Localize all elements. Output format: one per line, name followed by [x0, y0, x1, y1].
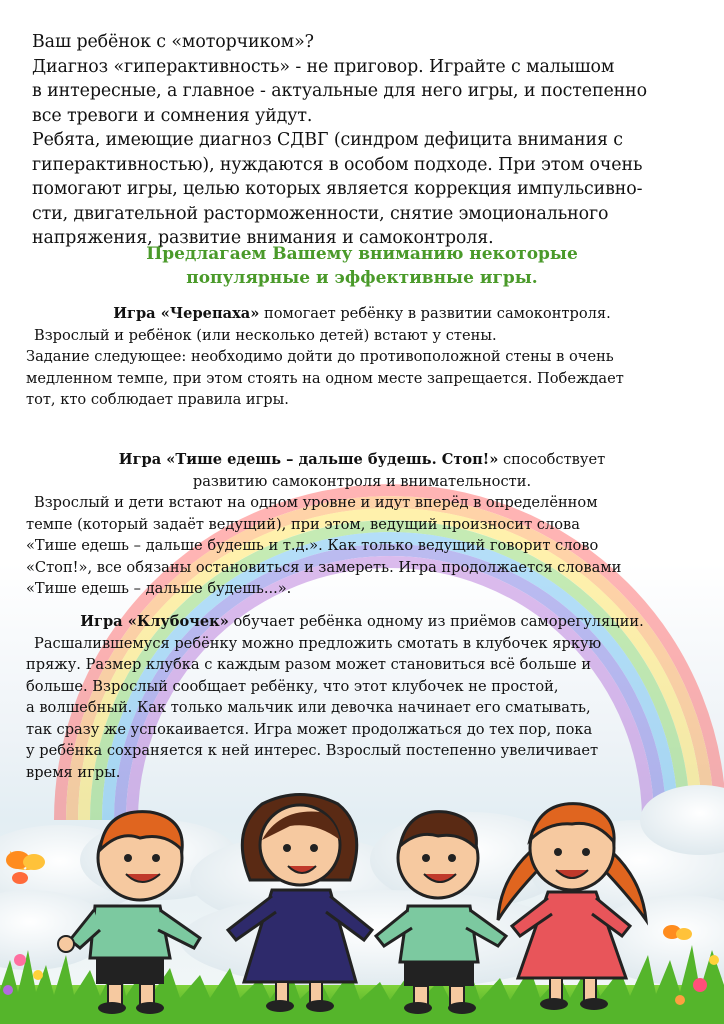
game-text-line: Задание следующее: необходимо дойти до противоположной стены в очень [26, 348, 614, 365]
game-text-line: пряжу. Размер клубка с каждым разом может становиться всё больше и [26, 656, 592, 673]
game-title-rest: способствует [498, 451, 606, 468]
intro-paragraph [32, 30, 692, 251]
game-title: Игра «Тише едешь – дальше будешь. Стоп!» [118, 451, 499, 468]
game-turtle [26, 303, 698, 411]
game-text-line: темпе (который задаёт ведущий), при этом, ведущий произносит слова [26, 515, 580, 533]
game-title-line [26, 303, 698, 325]
game-text-line: «Тише едешь – дальше будешь...». [26, 580, 292, 597]
intro-line: Диагноз «гиперактивность» - не приговор. Играйте с малышом [32, 56, 615, 77]
game-text-line: больше. Взрослый сообщает ребёнку, что этот клубочек не простой, [26, 677, 559, 695]
game-text-line: Взрослый и дети встают на одном уровне и идут вперёд в определённом [34, 494, 598, 511]
game-title-line [26, 449, 698, 471]
game-quiet-stop [26, 449, 698, 600]
section-heading [40, 242, 684, 290]
game-text-line: а волшебный. Как только мальчик или девочка начинает его сматывать, [26, 699, 591, 716]
game-text-line: медленном темпе, при этом стоять на одном месте запрещается. Побеждает [26, 369, 624, 387]
intro-line: Ваш ребёнок с «моторчиком»? [32, 32, 314, 52]
game-title-line [26, 611, 698, 633]
game-text-line: тот, кто соблюдает правила игры. [26, 391, 289, 408]
game-title-rest: обучает ребёнка одному из приёмов саморегуляции. [228, 613, 644, 630]
intro-line: Ребята, имеющие диагноз СДВГ (синдром дефицита внимания с [32, 130, 623, 150]
game-text-line: время игры. [26, 763, 121, 781]
intro-line: в интересные, а главное - актуальные для него игры, и постепенно [32, 81, 648, 101]
game-ball-of-yarn [26, 611, 698, 783]
game-text-line: так сразу же успокаивается. Игра может продолжаться до тех пор, пока [26, 720, 593, 738]
game-title: Игра «Черепаха» [113, 305, 260, 322]
intro-line: сти, двигательной расторможенности, снятие эмоционального [32, 203, 609, 224]
intro-line: гиперактивностью), нуждаются в особом подходе. При этом очень [32, 154, 643, 175]
game-title: Игра «Клубочек» [80, 613, 229, 630]
intro-line: напряжения, развитие внимания и самоконтроля. [32, 228, 494, 248]
section-heading-line: популярные и эффективные игры. [186, 268, 538, 288]
intro-line: все тревоги и сомнения уйдут. [32, 105, 313, 126]
section-heading-line: Предлагаем Вашему вниманию некоторые [146, 244, 578, 264]
game-text-line: Взрослый и ребёнок (или несколько детей) встают у стены. [34, 326, 497, 344]
game-title-line-2: развитию самоконтроля и внимательности. [192, 472, 532, 490]
game-text-line: «Тише едешь – дальше будешь и т.д.». Как только ведущий говорит слово [26, 537, 599, 554]
game-text-line: у ребёнка сохраняется к ней интерес. Взрослый постепенно увеличивает [26, 742, 599, 759]
intro-line: помогают игры, целью которых является коррекция импульсивно- [32, 179, 643, 199]
game-text-line: Расшалившемуся ребёнку можно предложить смотать в клубочек яркую [34, 634, 602, 652]
game-text-line: «Стоп!», все обязаны остановиться и замереть. Игра продолжается словами [26, 558, 622, 576]
game-title-rest: помогает ребёнку в развитии самоконтроля. [259, 305, 611, 322]
